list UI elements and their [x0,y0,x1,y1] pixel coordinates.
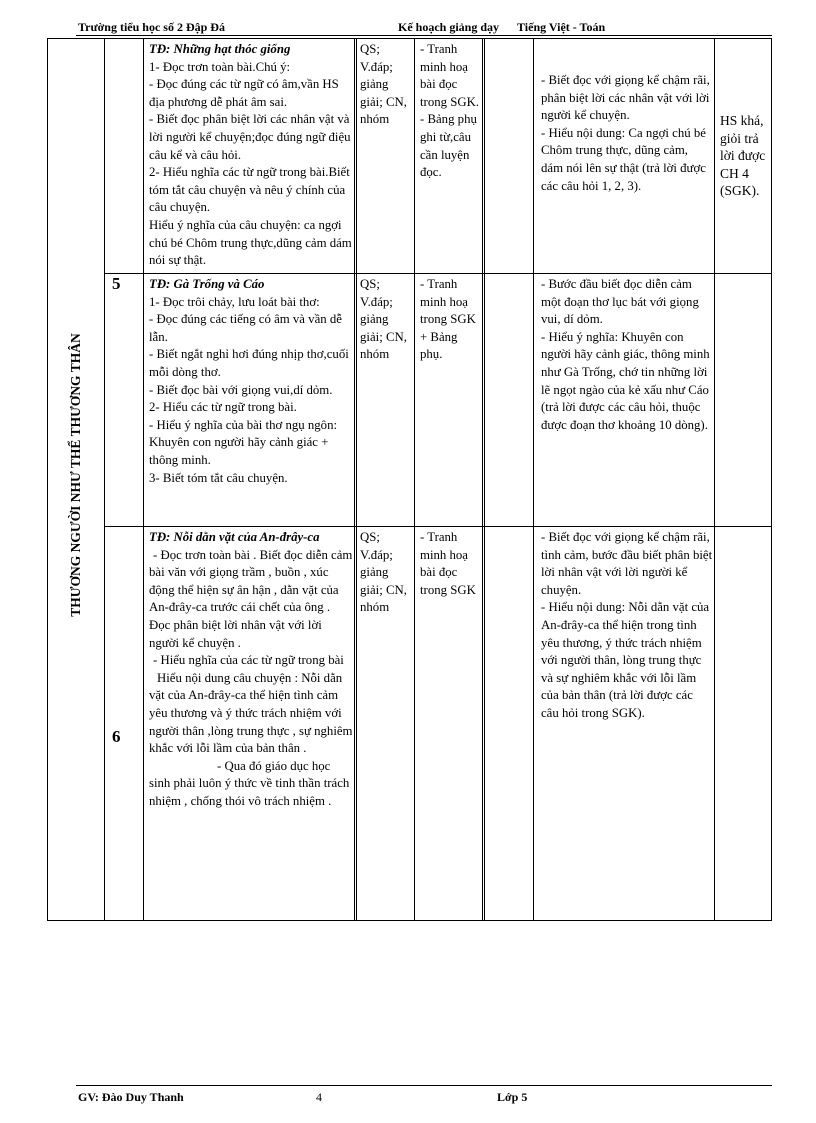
week-number: 5 [112,274,121,293]
content-line: - Đọc đúng các tiếng có âm và vần dễ lẫn. [149,312,342,344]
tool-line: - Tranh minh hoạ bài đọc trong SGK [420,530,476,597]
goal-line: - Biết đọc với giọng kể chậm rãi, phân biệt lời các nhân vật với lời người kể chuyện. [541,73,710,123]
tool-line: - Tranh minh hoạ trong SGK + Bảng phụ. [420,277,476,362]
grade-label: Lớp 5 [497,1090,528,1104]
content-line: - Hiểu ý nghĩa của bài thơ ngụ ngôn: Khuyên con người hãy cảnh giác + thông minh. [149,417,338,467]
plan-title: Kế hoạch giảng dạy [398,20,500,34]
content-line: 1- Đọc trơn toàn bài.Chú ý: [149,59,291,74]
content-line: 2- Hiểu nghĩa các từ ngữ trong bài.Biết tóm tắt câu chuyện và nêu ý chính của câu chuyện. [149,165,350,215]
lesson-content [149,529,354,811]
content-line: 3- Biết tóm tắt câu chuyện. [149,470,288,485]
goal-line: - Biết đọc với giọng kể chậm rãi, tình cảm, bước đầu biết phân biệt lời nhân vật với lời người kể chuyện. [541,530,713,597]
goal-line: - Hiểu nội dung: Ca ngợi chú bé Chôm trung thực, dũng cảm, dám nói lên sự thật (trả lời được các câu hỏi 1, 2, 3). [541,125,706,193]
col-divider [533,38,534,921]
content-line: - Hiểu nghĩa của các từ ngữ trong bài [153,653,344,668]
lesson-goals [541,276,713,434]
row-divider [104,526,772,527]
goal-line: - Hiểu ý nghĩa: Khuyên con người hãy cảnh giác, thông minh như Gà Trống, chớ tin những lời lẽ ngọt ngào của kẻ xấu như Cáo (trả lời được các câu hỏi, thuộc được đoạn thơ khoảng 10 dòng). [541,329,710,432]
lesson-tools [420,529,480,599]
content-line: - Đọc đúng các từ ngữ có âm,vần HS địa phương dễ phát âm sai. [149,77,339,109]
page-number: 4 [316,1090,322,1104]
teacher-name: GV: Đào Duy Thanh [78,1090,184,1104]
lesson-title: TĐ: Gà Trống và Cáo [149,277,265,291]
content-line: - Biết đọc phân biệt lời các nhân vật và lời người kể chuyện;đọc đúng ngữ điệu câu kể và câu hỏi. [149,112,351,162]
lesson-method: QS; V.đáp; giảng giải; CN, nhóm [360,277,407,362]
lesson-content [149,276,354,487]
col-divider [143,38,144,921]
content-line: Hiểu nội dung câu chuyện : Nỗi dằn vặt của An-đrây-ca thể hiện tình cảm yêu thương và ý thức trách nhiệm với người thân ,lòng trung thực , sự nghiêm khắc với lỗi lầm của bản thân . [149,670,353,756]
footer-divider [76,1085,772,1086]
lesson-method: QS; V.đáp; giảng giải; CN, nhóm [360,530,407,615]
header-divider [76,35,772,36]
col-divider [714,38,715,921]
tool-line: - Bảng phụ ghi từ,câu cần luyện đọc. [420,112,477,180]
col-divider [354,38,357,921]
lesson-title: TĐ: Nỗi dằn vặt của An-đrây-ca [149,530,320,544]
goal-line: - Hiểu nội dung: Nỗi dằn vặt của An-đrây-ca thể hiện trong tình yêu thương, ý thức trách nhiệm với người thân, lòng trung thực và sự nghiêm khắc với lỗi lầm của bản thân (trả lời được các câu hỏi trong SGK). [541,600,710,720]
school-name: Trường tiểu học số 2 Đập Đá [78,20,225,34]
goal-line: - Bước đầu biết đọc diễn cảm một đoạn thơ lục bát với giọng vui, dí dỏm. [541,277,699,327]
content-line: - Đọc trơn toàn bài . Biết đọc diễn cảm bài văn với giọng trầm , buồn , xúc động thể hiện sự ân hận , dằn vặt của An-đrây-ca trước cái chết của ông . Đọc phân biệt lời nhân vật với lời người kể chuyện . [149,547,353,650]
lesson-title: TĐ: Những hạt thóc giống [149,42,291,56]
col-divider [414,38,415,921]
row-divider [104,273,772,274]
content-line: - Biết đọc bài với giọng vui,dí dỏm. [149,382,333,397]
lesson-tools [420,41,480,182]
col-divider [482,38,485,921]
theme-label: THƯƠNG NGƯỜI NHƯ THỂ THƯƠNG THÂN [68,333,83,617]
content-line: Hiểu ý nghĩa của câu chuyện: ca ngợi chú bé Chôm trung thực,dũng cảm dám nói sự thật. [149,217,352,268]
lesson-method: QS; V.đáp; giảng giải; CN, nhóm [360,42,407,127]
lesson-content [149,41,354,270]
lesson-goals [541,529,713,723]
content-line: - Biết ngắt nghỉ hơi đúng nhịp thơ,cuối mỗi dòng thơ. [149,347,349,379]
lesson-goals [541,72,713,195]
subject-title: Tiếng Việt - Toán [517,20,606,34]
lesson-tools [420,276,480,364]
col-divider [104,38,105,921]
content-line: - Qua đó giáo dục học sinh phải luôn ý thức về tinh thần trách nhiệm , chống thói vô trách nhiệm . [149,758,350,808]
tool-line: - Tranh minh hoạ bài đọc trong SGK. [420,42,480,109]
week-number: 6 [112,727,121,746]
content-line: 1- Đọc trôi chảy, lưu loát bài thơ: [149,294,320,309]
content-line: 2- Hiểu các từ ngữ trong bài. [149,400,297,415]
lesson-note: HS khá, giỏi trả lời được CH 4 (SGK). [720,113,766,199]
